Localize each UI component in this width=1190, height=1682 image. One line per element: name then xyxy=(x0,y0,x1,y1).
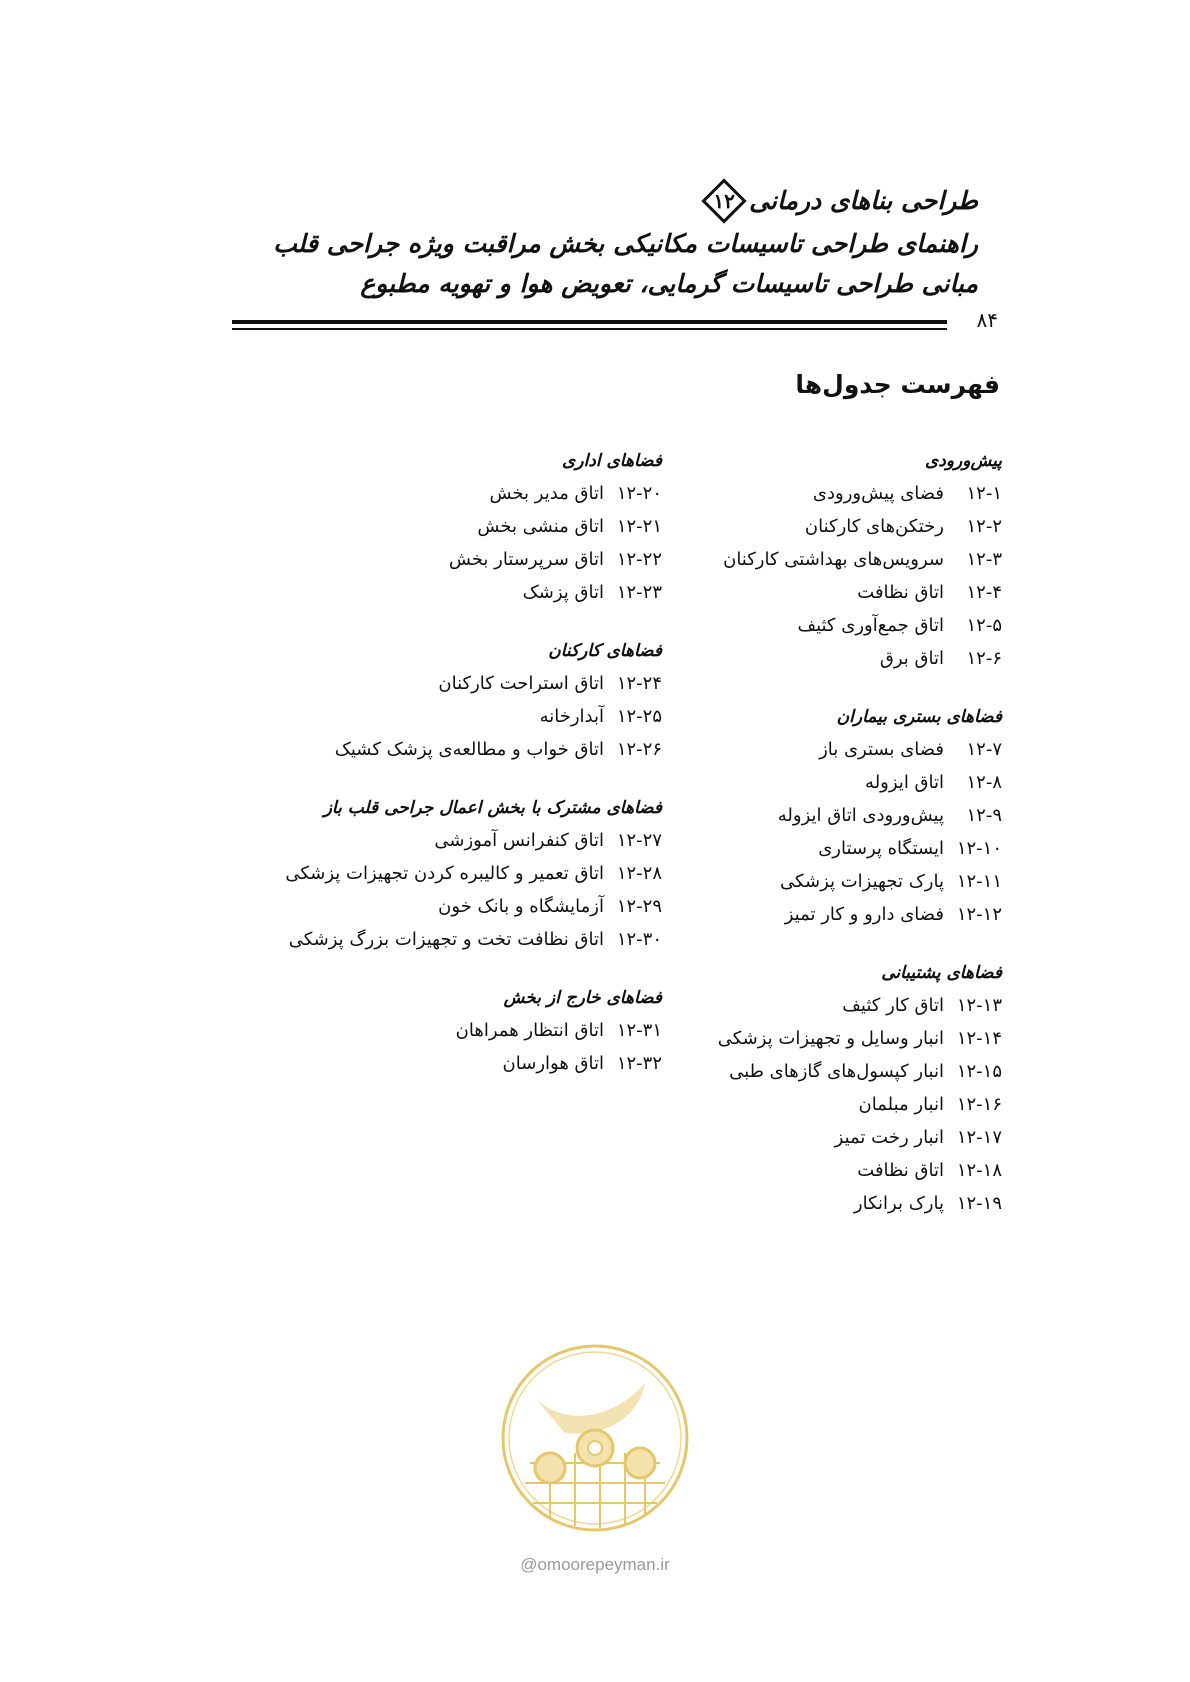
entry-number: ۱۲-۱۵ xyxy=(956,1061,1002,1082)
excavator-icon xyxy=(625,1448,655,1478)
entry-number: ۱۲-۱۸ xyxy=(956,1160,1002,1181)
toc-entry xyxy=(192,824,662,857)
toc-entry xyxy=(192,733,662,766)
entry-number: ۱۲-۲۵ xyxy=(616,706,662,727)
group-title: فضاهای کارکنان xyxy=(548,641,662,661)
scales-icon xyxy=(535,1453,565,1483)
entry-label: اتاق نظافت xyxy=(857,582,944,603)
entry-label: ایستگاه پرستاری xyxy=(818,838,944,859)
toc-entry xyxy=(582,1154,1002,1187)
entry-number: ۱۲-۲۰ xyxy=(616,483,662,504)
entry-label: آزمایشگاه و بانک خون xyxy=(438,896,604,917)
entry-label: انبار وسایل و تجهیزات پزشکی xyxy=(717,1028,944,1049)
entry-label: اتاق منشی بخش xyxy=(477,516,604,537)
entry-label: اتاق کنفرانس آموزشی xyxy=(434,830,604,851)
toc-entry xyxy=(192,576,662,609)
entry-label: انبار کپسول‌های گازهای طبی xyxy=(729,1061,944,1082)
group-title: پیش‌ورودی xyxy=(924,451,1002,471)
entry-label: پارک برانکار xyxy=(853,1193,944,1214)
toc-group xyxy=(192,982,662,1080)
entry-label: اتاق استراحت کارکنان xyxy=(438,673,604,694)
toc-entry xyxy=(192,1047,662,1080)
entry-number: ۱۲-۳۲ xyxy=(616,1053,662,1074)
toc-entry xyxy=(192,890,662,923)
toc-entry xyxy=(582,1121,1002,1154)
entry-number: ۱۲-۱۳ xyxy=(956,995,1002,1016)
entry-number: ۱۲-۱۲ xyxy=(956,904,1002,925)
entry-label: فضای پیش‌ورودی xyxy=(812,483,944,504)
entry-label: انبار مبلمان xyxy=(858,1094,944,1115)
group-title: فضاهای بستری بیماران xyxy=(836,707,1002,727)
entry-number: ۱۲-۲ xyxy=(966,516,1002,537)
entry-number: ۱۲-۳۱ xyxy=(616,1020,662,1041)
entry-label: سرویس‌های بهداشتی کارکنان xyxy=(723,549,944,570)
group-title: فضاهای اداری xyxy=(562,451,662,471)
entry-label: انبار رخت تمیز xyxy=(834,1127,944,1148)
entry-number: ۱۲-۱۰ xyxy=(956,838,1002,859)
toc-entry xyxy=(582,1187,1002,1220)
toc-entry xyxy=(192,667,662,700)
group-title: فضاهای خارج از بخش xyxy=(503,988,662,1008)
toc-entry xyxy=(192,857,662,890)
entry-label: پیش‌ورودی اتاق ایزوله xyxy=(777,805,944,826)
entry-label: اتاق برق xyxy=(879,648,944,669)
header-line-1 xyxy=(198,178,978,224)
toc-entry xyxy=(192,510,662,543)
toc-entry xyxy=(192,543,662,576)
entry-number: ۱۲-۱۹ xyxy=(956,1193,1002,1214)
toc-group xyxy=(192,445,662,609)
entry-number: ۱۲-۲۷ xyxy=(616,830,662,851)
toc-group xyxy=(192,792,662,956)
entry-number: ۱۲-۱۱ xyxy=(956,871,1002,892)
toc-title: فهرست جدول‌ها xyxy=(795,370,1000,399)
entry-number: ۱۲-۸ xyxy=(966,772,1002,793)
entry-label: اتاق جمع‌آوری کثیف xyxy=(797,615,944,636)
entry-label: اتاق مدیر بخش xyxy=(489,483,604,504)
entry-label: اتاق انتظار همراهان xyxy=(455,1020,604,1041)
entry-label: رختکن‌های کارکنان xyxy=(804,516,944,537)
volume-badge xyxy=(701,178,747,224)
toc-entry xyxy=(192,1014,662,1047)
header-rule-thick xyxy=(232,320,947,324)
entry-number: ۱۲-۲۶ xyxy=(616,739,662,760)
toc-group xyxy=(192,635,662,766)
header-line-3: مبانی طراحی تاسیسات گرمایی، تعویض هوا و تهویه مطبوع xyxy=(360,269,978,298)
header-line-2: راهنمای طراحی تاسیسات مکانیکی بخش مراقبت ویژه جراحی قلب xyxy=(273,229,978,258)
entry-label: اتاق سرپرستار بخش xyxy=(448,549,604,570)
watermark-logo xyxy=(495,1338,695,1538)
volume-number: ۱۲ xyxy=(713,189,735,213)
entry-number: ۱۲-۲۲ xyxy=(616,549,662,570)
entry-label: اتاق ایزوله xyxy=(865,772,944,793)
entry-label: اتاق تعمیر و کالیبره کردن تجهیزات پزشکی xyxy=(285,863,604,884)
group-title: فضاهای مشترک با بخش اعمال جراحی قلب باز xyxy=(323,798,662,818)
toc-entry xyxy=(192,700,662,733)
header-rule-thin xyxy=(232,328,947,330)
toc-entry xyxy=(192,923,662,956)
group-title: فضاهای پشتیبانی xyxy=(881,963,1002,983)
entry-label: فضای دارو و کار تمیز xyxy=(784,904,944,925)
entry-number: ۱۲-۲۸ xyxy=(616,863,662,884)
running-header xyxy=(198,178,978,304)
toc-entry xyxy=(192,477,662,510)
entry-number: ۱۲-۲۳ xyxy=(616,582,662,603)
page-number: ۸۴ xyxy=(976,308,998,332)
entry-number: ۱۲-۱ xyxy=(966,483,1002,504)
entry-number: ۱۲-۳۰ xyxy=(616,929,662,950)
series-title: طراحی بناهای درمانی xyxy=(749,186,978,215)
entry-number: ۱۲-۱۷ xyxy=(956,1127,1002,1148)
entry-number: ۱۲-۱۶ xyxy=(956,1094,1002,1115)
entry-number: ۱۲-۹ xyxy=(966,805,1002,826)
toc-column-left xyxy=(192,445,662,1106)
entry-label: اتاق نظافت xyxy=(857,1160,944,1181)
entry-number: ۱۲-۳ xyxy=(966,549,1002,570)
entry-number: ۱۲-۲۹ xyxy=(616,896,662,917)
entry-number: ۱۲-۲۴ xyxy=(616,673,662,694)
logo-swash xyxy=(535,1383,645,1434)
entry-label: اتاق هوارسان xyxy=(502,1053,604,1074)
entry-label: آبدارخانه xyxy=(539,706,604,727)
entry-number: ۱۲-۶ xyxy=(966,648,1002,669)
entry-label: اتاق نظافت تخت و تجهیزات بزرگ پزشکی xyxy=(288,929,604,950)
entry-label: اتاق کار کثیف xyxy=(842,995,944,1016)
entry-label: پارک تجهیزات پزشکی xyxy=(780,871,944,892)
entry-label: فضای بستری باز xyxy=(819,739,944,760)
entry-label: اتاق پزشک xyxy=(522,582,604,603)
entry-number: ۱۲-۷ xyxy=(966,739,1002,760)
watermark-url: @omoorepeyman.ir xyxy=(520,1555,670,1574)
entry-number: ۱۲-۱۴ xyxy=(956,1028,1002,1049)
entry-number: ۱۲-۴ xyxy=(966,582,1002,603)
entry-number: ۱۲-۵ xyxy=(966,615,1002,636)
entry-label: اتاق خواب و مطالعه‌ی پزشک کشیک xyxy=(334,739,604,760)
entry-number: ۱۲-۲۱ xyxy=(616,516,662,537)
